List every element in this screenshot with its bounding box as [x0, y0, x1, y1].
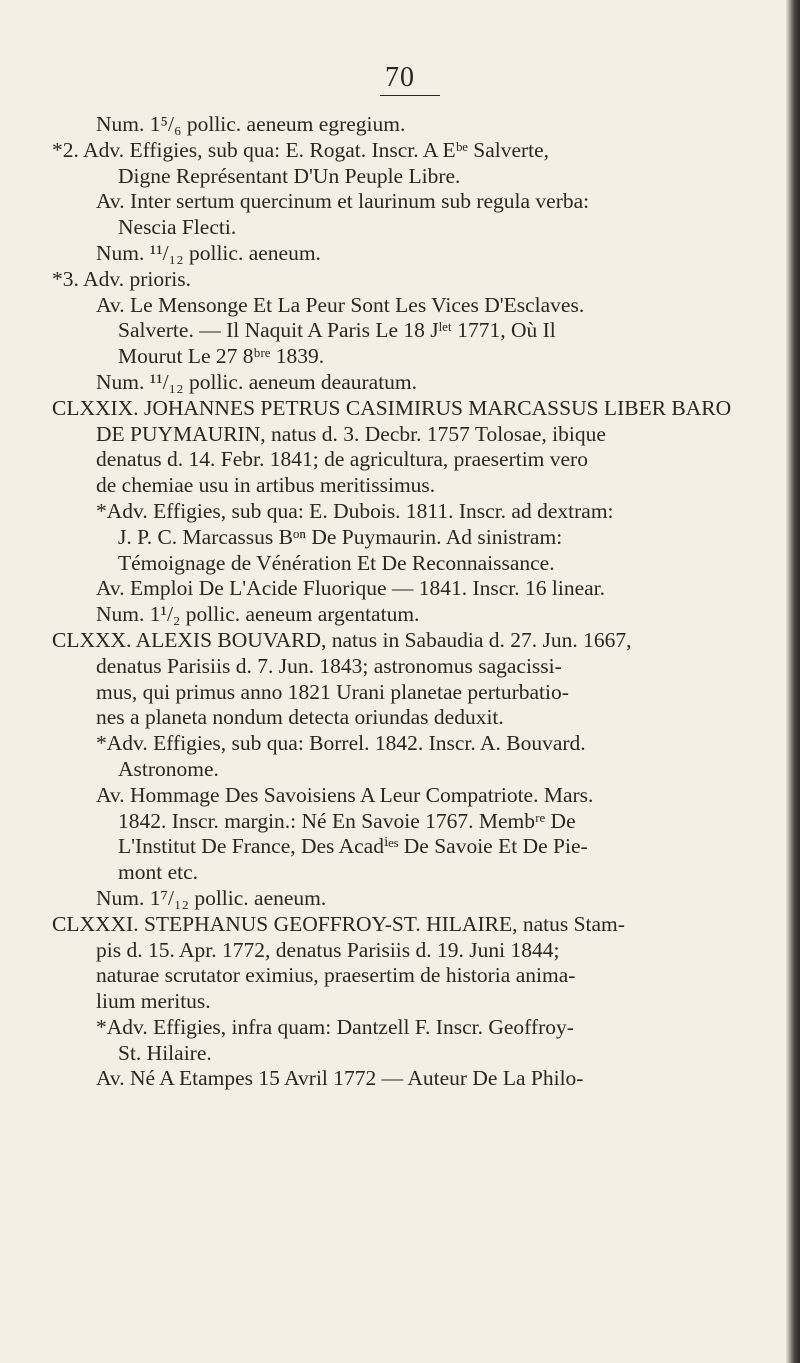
text-line: Av. Né A Etampes 15 Avril 1772 — Auteur De La Philo- — [96, 1066, 584, 1091]
text-line: *Adv. Effigies, sub qua: E. Dubois. 1811. Inscr. ad dextram: — [96, 498, 614, 523]
text-line: Av. Inter sertum quercinum et laurinum sub regula verba: — [96, 189, 590, 214]
text-line: Nescia Flecti. — [118, 215, 237, 240]
text-line: *Adv. Effigies, infra quam: Dantzell F. Inscr. Geoffroy- — [96, 1014, 574, 1039]
text-body — [52, 112, 764, 1092]
text-line: Num. 1¹/₂ pollic. aeneum argentatum. — [96, 602, 420, 627]
text-line: pis d. 15. Apr. 1772, denatus Parisiis d. 19. Juni 1844; — [96, 937, 560, 962]
text-line: CLXXX. ALEXIS BOUVARD, natus in Sabaudia d. 27. Jun. 1667, — [52, 627, 632, 652]
text-line: lium meritus. — [96, 989, 211, 1014]
text-line: Av. Le Mensonge Et La Peur Sont Les Vices D'Esclaves. — [96, 292, 585, 317]
text-line: Témoignage de Vénération Et De Reconnaissance. — [118, 550, 555, 575]
text-line: Salverte. — Il Naquit A Paris Le 18 Jˡᵉᵗ 1771, Où Il — [118, 318, 556, 343]
text-line: St. Hilaire. — [118, 1040, 212, 1065]
text-line: *2. Adv. Effigies, sub qua: E. Rogat. Inscr. A Eᵇᵉ Salverte, — [52, 137, 550, 162]
text-line: Av. Hommage Des Savoisiens A Leur Compatriote. Mars. — [96, 782, 594, 807]
text-line: nes a planeta nondum detecta oriundas deduxit. — [96, 705, 504, 730]
text-line: Num. 1⁷/₁₂ pollic. aeneum. — [96, 885, 327, 910]
text-line: DE PUYMAURIN, natus d. 3. Decbr. 1757 Tolosae, ibique — [96, 421, 606, 446]
text-line: Num. ¹¹/₁₂ pollic. aeneum. — [96, 240, 321, 265]
text-line: J. P. C. Marcassus Bᵒⁿ De Puymaurin. Ad sinistram: — [118, 524, 563, 549]
text-line: Av. Emploi De L'Acide Fluorique — 1841. Inscr. 16 linear. — [96, 576, 606, 601]
text-line: *3. Adv. prioris. — [52, 266, 191, 291]
text-line: Mourut Le 27 8ᵇʳᵉ 1839. — [118, 344, 325, 369]
text-line: Num. 1⁵/₆ pollic. aeneum egregium. — [96, 112, 406, 136]
text-line: mus, qui primus anno 1821 Urani planetae perturbatio- — [96, 679, 569, 704]
text-line: mont etc. — [118, 860, 199, 885]
page-edge-shadow — [786, 0, 800, 1363]
text-line: 1842. Inscr. margin.: Né En Savoie 1767. Membʳᵉ De — [118, 808, 576, 833]
text-line: L'Institut De France, Des Acadⁱᵉˢ De Savoie Et De Pie- — [118, 834, 588, 859]
text-line: denatus Parisiis d. 7. Jun. 1843; astronomus sagacissi- — [96, 653, 562, 678]
text-line: de chemiae usu in artibus meritissimus. — [96, 473, 436, 498]
text-line: CLXXIX. JOHANNES PETRUS CASIMIRUS MARCASSUS LIBER BARO — [52, 395, 732, 420]
text-line: Digne Représentant D'Un Peuple Libre. — [118, 163, 461, 188]
page-number: 70 — [385, 62, 415, 93]
text-line: naturae scrutator eximius, praesertim de historia anima- — [96, 963, 576, 988]
text-line: Astronome. — [118, 756, 219, 781]
text-line: denatus d. 14. Febr. 1841; de agricultura, praesertim vero — [96, 447, 588, 472]
text-line: CLXXXI. STEPHANUS GEOFFROY-ST. HILAIRE, natus Stam- — [52, 911, 625, 936]
text-line: *Adv. Effigies, sub qua: Borrel. 1842. Inscr. A. Bouvard. — [96, 731, 586, 756]
page-number-rule — [380, 95, 440, 96]
text-line: Num. ¹¹/₁₂ pollic. aeneum deauratum. — [96, 369, 418, 394]
